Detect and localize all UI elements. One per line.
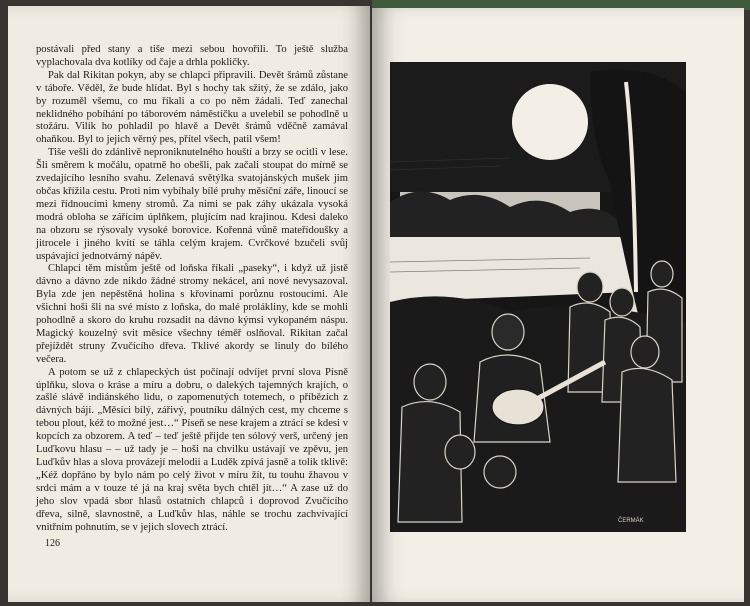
artist-signature: ČERMÁK	[618, 518, 644, 524]
paragraph: A potom se už z chlapeckých úst počínají odvíjet první slova Písně úplňku, slova o kráse a míru a dobru, o dalekých tajemných krajích, o zašlé slávě indiánského lidu, o zapomenutých totemech, o příbězích z dávných bájí. „Měsíci bílý, zářivý, poutníku dálných cest, my chceme s tebou plout, kéž to možné jest…“ Píseň se nese krajem a ztrácí se kdesi v kopcích za obzorem. A teď – teď ještě přijde ten sólový verš, určený jen Luďkovu hlasu – – už tady je – hoši na chvilku ustávají ve zpěvu, jen Luďkův hlas a slova provázejí melodii a Luděk zpívá jasně a tolik tklivě: „Kéž dopřáno by bylo nám po celý život v míru žít, tu touhu žhavou v srdci mám a v touze té já na kraj světa bych chtěl jít…“ A zase už do jeho slov vpadá sbor hlasů ostatních chlapců i doprovod Zvučícího dřeva, silně, slavnostně, a Luďkův hlas, náhle se trochu zachvívající vnitřním pohnutím, se v jejich slovech ztrácí.	[36, 366, 348, 533]
paragraph: Tiše vešli do zdánlivě neproniknutelného houští a brzy se ocitli v lese. Šli směrem k močálu, opatrně ho obešli, pak začali stoupat do mírně se zvedajícího lesního svahu. Zelenavá světýlka svatojánských mušek jim občas křížila cestu. Proti nim vybíhaly bílé pruhy měsíční záře, linoucí se mezi řídnoucími kmeny stromů. Za nimi se pak záhy ukázala vysoká modrá obloha se zářícím úplňkem, plujícím nad krajinou. Kdesi daleko na obzoru se rýsovaly vysoké borovice. Kořenná vůně mateřídoušky a jitrocele i jiného kvítí se táhla celým krajem. Cvrčkové bzučeli svůj uspávající jednotvárný nápěv.	[36, 147, 348, 262]
paragraph: Chlapci těm místům ještě od loňska říkali „paseky“, i když už jistě dávno a dávno zde nikdo žádné stromy nekácel, ani nové nevysazoval. Byla zde jen nepěstěná holina s křovinami porůznu rostoucími. Ale všichni hoši šli na své místo z loňska, do malé prolákliny, kde se mohli pohodlně a skoro do kruhu rozsadit na dávno kýmsi vykopaném náspu. Magický kouzelný svit měsíce všechny téměř oslňoval. Rikitan začal přejíždět struny Zvučícího dřeva. Tklivé akordy se linuly do bílého večera.	[36, 263, 348, 365]
page-number: 126	[45, 538, 60, 549]
moon	[512, 84, 588, 160]
body-text	[36, 44, 348, 534]
moonlit-campfire-illustration	[390, 62, 686, 532]
guitar	[492, 389, 544, 425]
paragraph: Pak dal Rikitan pokyn, aby se chlapci připravili. Devět šrámů zůstane v táboře. Věděl, že bude hlídat. Byl s hochy tak sžitý, že se zdálo, jako by rozuměl všemu, co mu říkali a co po něm žádali. Teď zanechal neklidného pobíhání po táborovém náměstíčku a uvelebil se pohodlně u stožáru. Vilík ho pohladil po hlavě a Devět šrámů vděčně zamával ohaňkou. Byl to jejich věrný pes, přítel všech, patil všem!	[36, 69, 348, 146]
paragraph: postávali před stany a tiše mezi sebou hovořili. To ještě služba vyplachovala dva kotlíky od čaje a drhla pokličky.	[36, 44, 348, 68]
